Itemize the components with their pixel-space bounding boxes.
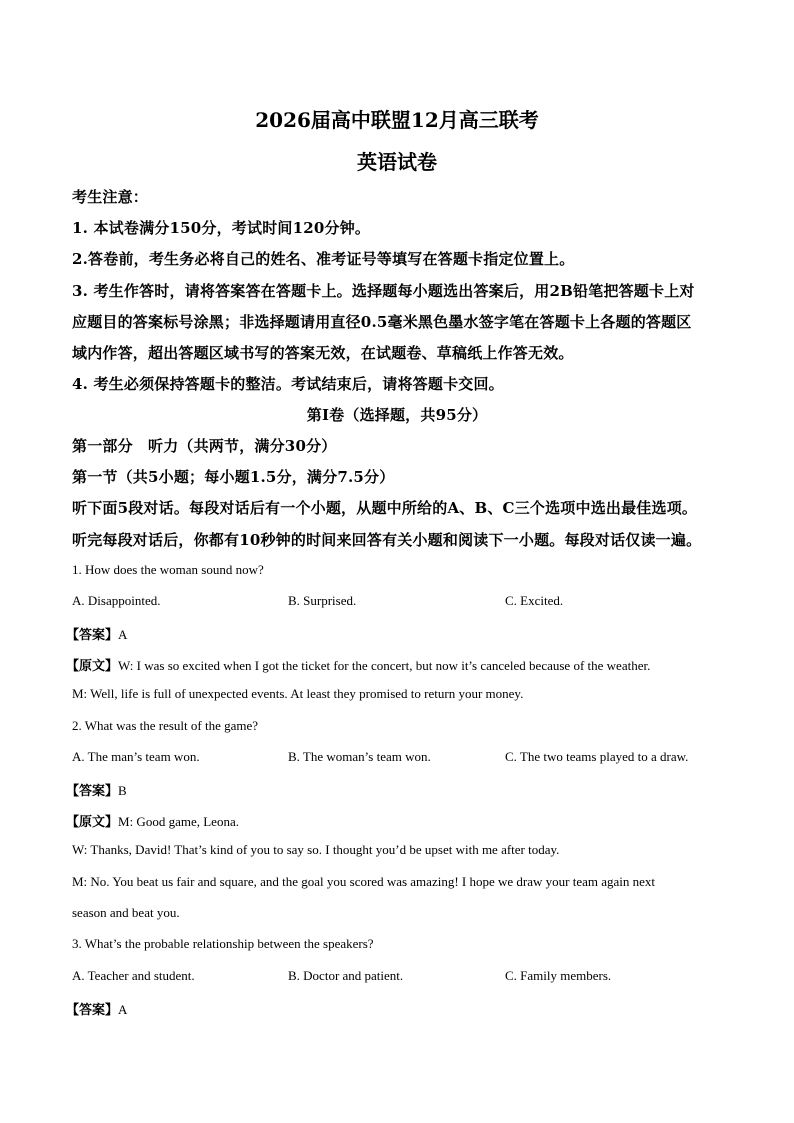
question-3-option-c: C. Family members. bbox=[505, 968, 612, 983]
question-2-option-b: B. The woman’s team won. bbox=[288, 749, 431, 764]
answer-value: B bbox=[118, 783, 127, 798]
notice-item-2: 2.答卷前，考生务必将自己的姓名、准考证号等填写在答题卡指定位置上。 bbox=[72, 250, 575, 268]
question-1-script-line-1 bbox=[66, 655, 650, 674]
answer-label: 【答案】 bbox=[66, 1003, 119, 1018]
answer-value: A bbox=[118, 1002, 128, 1017]
question-1-option-c: C. Excited. bbox=[505, 593, 564, 608]
instruction-line-2: 听完每段对话后，你都有10秒钟的时间来回答有关小题和阅读下一小题。每段对话仅读一遍。 bbox=[72, 531, 702, 549]
exam-title: 2026届高中联盟12月高三联考 bbox=[255, 108, 539, 132]
volume-heading: 第I卷（选择题，共95分） bbox=[306, 406, 488, 424]
question-1-option-b: B. Surprised. bbox=[288, 593, 357, 608]
subsection-heading: 第一节（共5小题；每小题1.5分，满分7.5分） bbox=[72, 468, 395, 486]
question-2-option-c: C. The two teams played to a draw. bbox=[505, 749, 689, 764]
question-1-script-line-2: M: Well, life is full of unexpected events. At least they promised to return your money. bbox=[72, 686, 524, 701]
notice-heading: 考生注意： bbox=[72, 188, 149, 206]
question-3-stem: 3. What’s the probable relationship between the speakers? bbox=[72, 936, 374, 951]
question-3-option-b: B. Doctor and patient. bbox=[288, 968, 404, 983]
notice-item-3-line-2: 应题目的答案标号涂黑；非选择题请用直径0.5毫米黑色墨水签字笔在答题卡上各题的答题区 bbox=[72, 313, 692, 331]
exam-subtitle: 英语试卷 bbox=[357, 150, 437, 174]
instruction-line-1: 听下面5段对话。每段对话后有一个小题，从题中所给的A、B、C三个选项中选出最佳选项。 bbox=[72, 499, 698, 517]
answer-label: 【答案】 bbox=[66, 628, 119, 643]
question-3-answer bbox=[66, 999, 127, 1018]
answer-value: A bbox=[118, 627, 128, 642]
question-3-option-a: A. Teacher and student. bbox=[72, 968, 195, 983]
script-label: 【原文】 bbox=[66, 659, 119, 674]
question-2-script-line-3: M: No. You beat us fair and square, and the goal you scored was amazing! I hope we draw your team again next bbox=[72, 874, 656, 889]
question-1-option-a: A. Disappointed. bbox=[72, 593, 161, 608]
question-2-script-line-4: season and beat you. bbox=[72, 905, 180, 920]
part-heading: 第一部分 听力（共两节，满分30分） bbox=[72, 437, 337, 455]
notice-item-3-line-3: 域内作答，超出答题区域书写的答案无效，在试题卷、草稿纸上作答无效。 bbox=[72, 344, 574, 362]
script-label: 【原文】 bbox=[66, 815, 119, 830]
question-1-answer bbox=[66, 624, 127, 643]
question-2-answer bbox=[66, 780, 127, 799]
script-text: W: I was so excited when I got the ticket for the concert, but now it’s canceled because of the weather. bbox=[118, 658, 651, 673]
question-2-option-a: A. The man’s team won. bbox=[72, 749, 200, 764]
script-text: M: Good game, Leona. bbox=[118, 814, 239, 829]
notice-item-1: 1. 本试卷满分150分，考试时间120分钟。 bbox=[72, 219, 371, 237]
question-2-script-line-1 bbox=[66, 811, 239, 830]
notice-item-4: 4. 考生必须保持答题卡的整洁。考试结束后，请将答题卡交回。 bbox=[72, 375, 504, 393]
question-2-script-line-2: W: Thanks, David! That’s kind of you to say so. I thought you’d be upset with me after today. bbox=[72, 842, 560, 857]
answer-label: 【答案】 bbox=[66, 784, 119, 799]
notice-item-3-line-1: 3. 考生作答时，请将答案答在答题卡上。选择题每小题选出答案后，用2B铅笔把答题卡上对 bbox=[72, 282, 695, 300]
question-1-stem: 1. How does the woman sound now? bbox=[72, 562, 264, 577]
question-2-stem: 2. What was the result of the game? bbox=[72, 718, 259, 733]
